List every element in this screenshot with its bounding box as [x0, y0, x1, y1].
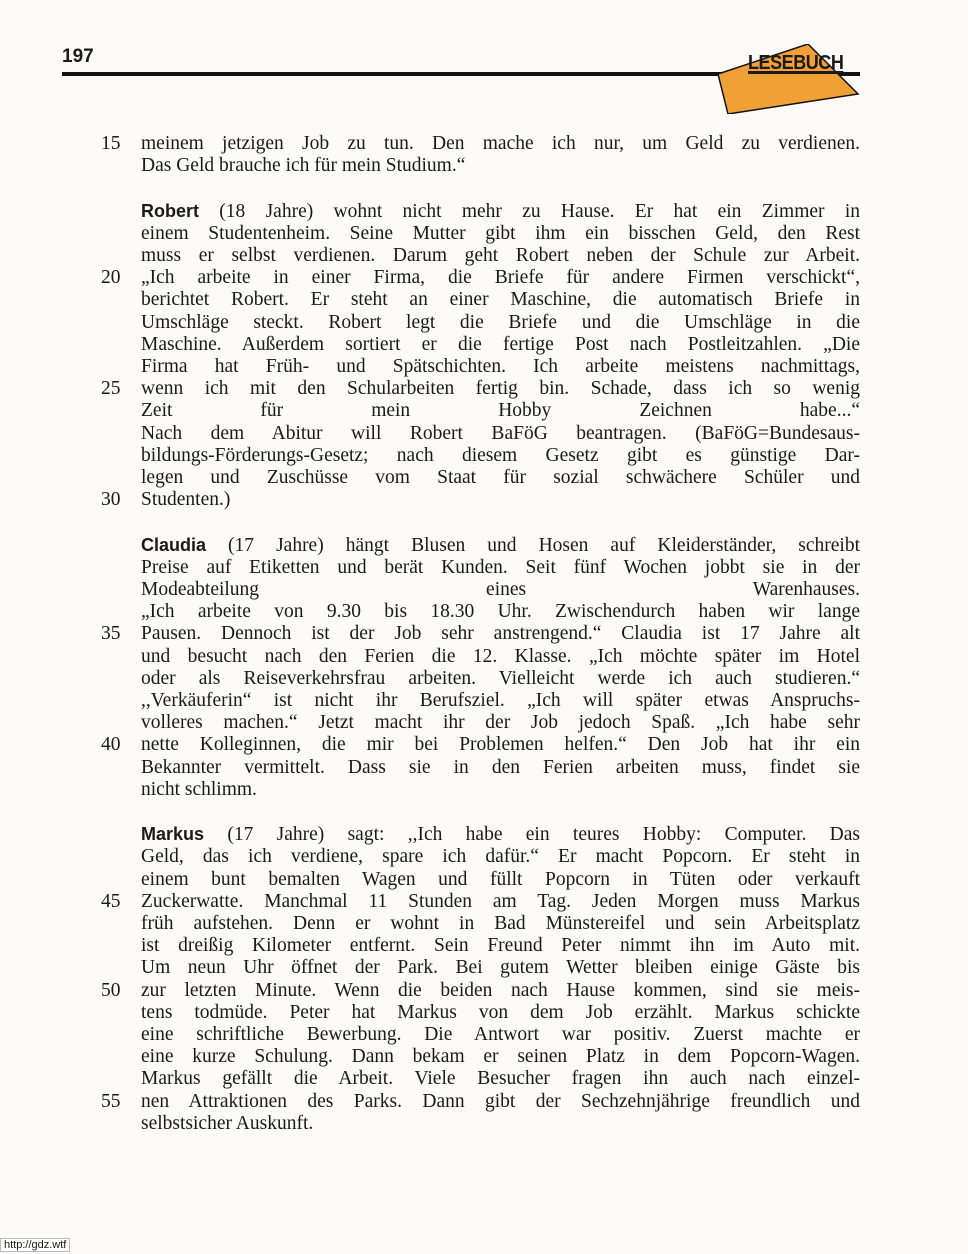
- line-text: [141, 1046, 860, 1068]
- line-content: Modeabteilung eines Warenhauses.: [141, 579, 860, 601]
- line-content: meinem jetzigen Job zu tun. Den mache ich nur, um Geld zu verdienen.: [141, 133, 860, 154]
- line-content: muss er selbst verdienen. Darum geht Robert neben der Schule zur Arbeit.: [141, 245, 860, 266]
- line-number: 15: [101, 133, 121, 154]
- line-content: wenn ich mit den Schularbeiten fertig bin. Schade, dass ich so wenig: [141, 378, 860, 400]
- text-line: [101, 979, 860, 1002]
- line-content: „Ich arbeite in einer Firma, die Briefe für andere Firmen verschickt“,: [141, 267, 860, 289]
- paragraph: [101, 823, 860, 1135]
- line-content: legen und Zuschüsse vom Staat für sozial schwächere Schüler und: [141, 467, 860, 489]
- text-line: [101, 267, 860, 289]
- line-content: Markus gefällt die Arbeit. Viele Besucher fragen ihn auch nach einzel-: [141, 1068, 860, 1090]
- line-content: nette Kolleginnen, die mir bei Problemen helfen.“ Den Job hat ihr ein: [141, 734, 860, 756]
- text-line: [141, 1002, 860, 1024]
- line-text: [141, 1024, 860, 1046]
- line-text: [141, 734, 860, 756]
- line-content: einem bunt bemalten Wagen und füllt Popcorn in Tüten oder verkauft: [141, 868, 860, 890]
- text-line: [141, 245, 860, 267]
- text-line: [141, 913, 860, 935]
- line-content: Umschläge steckt. Robert legt die Briefe und die Umschläge in die: [141, 311, 860, 333]
- line-text: [141, 913, 860, 935]
- line-text: [141, 712, 860, 734]
- line-text: [141, 980, 860, 1002]
- section-label: LESEBUCH: [748, 52, 844, 74]
- line-content: Das Geld brauche ich für mein Studium.“: [141, 155, 466, 177]
- line-content: Zeit für mein Hobby Zeichnen habe...“: [141, 400, 860, 422]
- line-content: bildungs-Förderungs-Gesetz; nach diesem Gesetz gibt es günstige Dar-: [141, 444, 860, 466]
- line-text: [141, 690, 860, 712]
- text-line: [141, 155, 860, 177]
- line-text: [141, 133, 860, 155]
- text-line: [141, 601, 860, 623]
- text-line: [141, 869, 860, 891]
- text-line: [141, 823, 860, 846]
- person-name: Claudia: [141, 534, 207, 555]
- person-name: Markus: [141, 824, 205, 845]
- text-line: [141, 534, 860, 557]
- line-number: 45: [101, 890, 121, 912]
- text-line: [101, 378, 860, 400]
- page-number: 197: [62, 46, 94, 67]
- text-line: [141, 712, 860, 734]
- line-content: (17 Jahre) sagt: ,,Ich habe ein teures Hobby: Computer. Das: [204, 824, 860, 846]
- line-content: (17 Jahre) hängt Blusen und Hosen auf Kleiderständer, schreibt: [206, 534, 860, 556]
- paragraph: [101, 200, 860, 512]
- text-line: [141, 334, 860, 356]
- line-text: [141, 312, 860, 334]
- text-line: [141, 935, 860, 957]
- paragraph: [101, 534, 860, 801]
- line-text: [141, 646, 860, 668]
- line-content: Um neun Uhr öffnet der Park. Bei gutem Wetter bleiben einige Gäste bis: [141, 957, 860, 979]
- line-number: 35: [101, 623, 121, 645]
- text-line: [141, 223, 860, 245]
- line-content: Preise auf Etiketten und berät Kunden. Seit fünf Wochen jobbt sie in der: [141, 556, 860, 578]
- person-name: Robert: [141, 200, 199, 221]
- line-text: [141, 935, 860, 957]
- text-line: [141, 557, 860, 579]
- line-number: 40: [101, 734, 121, 756]
- line-text: [141, 467, 860, 489]
- line-text: [141, 1091, 860, 1113]
- line-content: ,,Verkäuferin“ ist nicht ihr Berufsziel. „Ich will später etwas Anspruchs-: [141, 690, 860, 712]
- line-text: [141, 489, 860, 511]
- line-text: [141, 334, 860, 356]
- article-body: [101, 133, 860, 1157]
- text-line: [141, 400, 860, 422]
- line-content: einem Studentenheim. Seine Mutter gibt ihm ein bisschen Geld, den Rest: [141, 222, 860, 244]
- line-content: Zuckerwatte. Manchmal 11 Stunden am Tag. Jeden Morgen muss Markus: [141, 890, 860, 912]
- line-text: [141, 245, 860, 267]
- line-content: volleres machen.“ Jetzt macht ihr der Job jedoch Spaß. „Ich habe sehr: [141, 712, 860, 734]
- line-content: früh aufstehen. Denn er wohnt in Bad Münstereifel und sein Arbeitsplatz: [141, 913, 860, 935]
- text-line: [141, 467, 860, 489]
- text-line: [101, 890, 860, 913]
- text-line: [141, 1113, 860, 1135]
- line-content: Studenten.): [141, 489, 231, 511]
- text-line: [101, 489, 860, 511]
- line-content: Firma hat Früh- und Spätschichten. Ich arbeite meistens nachmittags,: [141, 356, 860, 378]
- line-text: [141, 445, 860, 467]
- line-content: Bekannter vermittelt. Dass sie in den Ferien arbeiten muss, findet sie: [141, 756, 860, 778]
- line-number: 55: [101, 1090, 121, 1112]
- line-text: [141, 601, 860, 623]
- line-text: [141, 223, 860, 245]
- line-text: [141, 579, 860, 601]
- line-text: [141, 668, 860, 690]
- line-content: Maschine. Außerdem sortiert er die fertige Post nach Postleitzahlen. „Die: [141, 333, 860, 355]
- line-content: Geld, das ich verdiene, spare ich dafür.“ Er macht Popcorn. Er steht in: [141, 846, 860, 868]
- line-content: (18 Jahre) wohnt nicht mehr zu Hause. Er hat ein Zimmer in: [199, 200, 860, 222]
- text-line: [141, 1046, 860, 1068]
- line-content: berichtet Robert. Er steht an einer Maschine, die automatisch Briefe in: [141, 289, 860, 311]
- text-line: [141, 846, 860, 868]
- line-text: [141, 423, 860, 445]
- line-text: [141, 289, 860, 311]
- line-content: tens todmüde. Peter hat Markus von dem Job erzählt. Markus schickte: [141, 1001, 860, 1023]
- text-line: [141, 423, 860, 445]
- line-text: [141, 534, 860, 557]
- line-content: Nach dem Abitur will Robert BaFöG beantragen. (BaFöG=Bundesaus-: [141, 422, 860, 444]
- text-line: [101, 623, 860, 645]
- line-text: [141, 200, 860, 223]
- text-line: [141, 356, 860, 378]
- line-content: „Ich arbeite von 9.30 bis 18.30 Uhr. Zwischendurch haben wir lange: [141, 601, 860, 623]
- text-line: [101, 734, 860, 756]
- text-line: [141, 957, 860, 979]
- line-text: [141, 869, 860, 891]
- text-line: [141, 200, 860, 223]
- line-number: 30: [101, 489, 121, 511]
- line-text: [141, 891, 860, 913]
- line-content: zur letzten Minute. Wenn die beiden nach Hause kommen, sind sie meis-: [141, 979, 860, 1001]
- text-line: [141, 579, 860, 601]
- line-content: ist dreißig Kilometer entfernt. Sein Freund Peter nimmt ihn im Auto mit.: [141, 935, 860, 957]
- line-text: [141, 356, 860, 378]
- line-text: [141, 155, 860, 177]
- text-line: [101, 133, 860, 155]
- line-content: Pausen. Dennoch ist der Job sehr anstrengend.“ Claudia ist 17 Jahre alt: [141, 623, 860, 645]
- line-text: [141, 957, 860, 979]
- line-text: [141, 823, 860, 846]
- line-text: [141, 400, 860, 422]
- line-number: 50: [101, 979, 121, 1001]
- paragraph: [101, 133, 860, 177]
- text-line: [141, 779, 860, 801]
- line-content: und besucht nach den Ferien die 12. Klasse. „Ich möchte später im Hotel: [141, 645, 860, 667]
- line-content: oder als Reiseverkehrsfrau arbeiten. Vielleicht werde ich auch studieren.“: [141, 667, 860, 689]
- text-line: [141, 1068, 860, 1090]
- line-text: [141, 757, 860, 779]
- text-line: [141, 445, 860, 467]
- line-text: [141, 378, 860, 400]
- text-line: [141, 1024, 860, 1046]
- text-line: [141, 757, 860, 779]
- line-number: 20: [101, 267, 121, 289]
- line-content: nen Attraktionen des Parks. Dann gibt der Sechzehnjährige freundlich und: [141, 1090, 860, 1112]
- line-text: [141, 846, 860, 868]
- text-line: [141, 312, 860, 334]
- line-text: [141, 623, 860, 645]
- line-content: selbstsicher Auskunft.: [141, 1112, 314, 1134]
- line-text: [141, 1068, 860, 1090]
- line-content: eine kurze Schulung. Dann bekam er seinen Platz in dem Popcorn-Wagen.: [141, 1046, 860, 1068]
- line-text: [141, 1113, 860, 1135]
- text-line: [141, 690, 860, 712]
- line-content: nicht schlimm.: [141, 778, 257, 800]
- text-line: [101, 1090, 860, 1113]
- line-text: [141, 557, 860, 579]
- line-number: 25: [101, 378, 121, 400]
- line-text: [141, 779, 860, 801]
- text-line: [141, 668, 860, 690]
- line-text: [141, 1002, 860, 1024]
- line-text: [141, 267, 860, 289]
- text-line: [141, 646, 860, 668]
- watermark-link[interactable]: http://gdz.wtf: [0, 1238, 70, 1252]
- text-line: [141, 289, 860, 311]
- line-content: eine schriftliche Bewerbung. Die Antwort war positiv. Zuerst machte er: [141, 1024, 860, 1046]
